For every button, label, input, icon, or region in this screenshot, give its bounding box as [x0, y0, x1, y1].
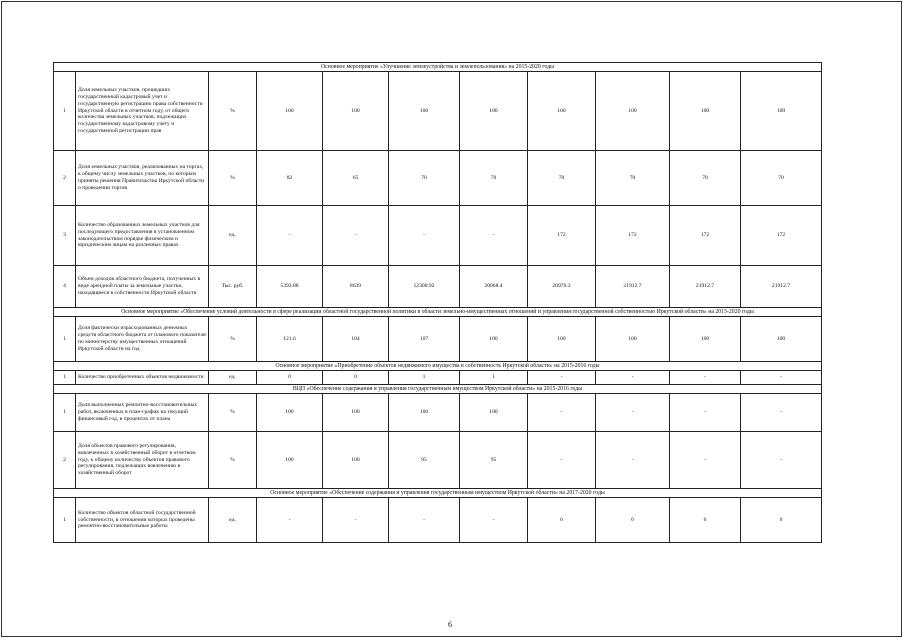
value-cell: 107: [389, 317, 460, 362]
value-cell: 100: [528, 72, 596, 151]
value-cell: 100: [389, 72, 460, 151]
unit-cell: Тыс. руб.: [209, 266, 257, 308]
value-cell: 0: [323, 371, 389, 385]
row-number: 1: [54, 371, 76, 385]
indicator-name: Доля объектов правового регулирования, вовлеченных в хозяйственный оборот в отчетном году, к общему количеству объектов правового регулирования, подлежащих вовлечению в хозяйственный оборот: [76, 432, 209, 489]
value-cell: -: [460, 498, 528, 543]
value-cell: 65: [323, 151, 389, 206]
row-number: 2: [54, 151, 76, 206]
value-cell: 100: [670, 317, 741, 362]
unit-cell: ед.: [209, 498, 257, 543]
table-row: [54, 394, 822, 432]
value-cell: -: [323, 206, 389, 266]
unit-cell: ед.: [209, 371, 257, 385]
value-cell: 172: [528, 206, 596, 266]
table-row: [54, 317, 822, 362]
value-cell: -: [670, 432, 741, 489]
row-number: 1: [54, 317, 76, 362]
value-cell: 82: [257, 151, 323, 206]
table-row: [54, 498, 822, 543]
indicators-table: [53, 62, 822, 543]
value-cell: 100: [257, 72, 323, 151]
value-cell: 172: [596, 206, 670, 266]
value-cell: -: [460, 206, 528, 266]
indicator-name: Доля земельных участков, реализованных на торгах, к общему числу земельных участков, по которым приняты решения Правительства Иркутской области о проведении торгов: [76, 151, 209, 206]
value-cell: 70: [389, 151, 460, 206]
section-header-row: [54, 362, 822, 371]
section-header-row: [54, 63, 822, 72]
section-header-row: [54, 489, 822, 498]
unit-cell: %: [209, 317, 257, 362]
value-cell: 100: [323, 394, 389, 432]
value-cell: 6: [741, 498, 822, 543]
value-cell: -: [741, 394, 822, 432]
value-cell: -: [389, 498, 460, 543]
indicator-name: Объем доходов областного бюджета, полученных в виде арендной платы за земельные участки, находящиеся в собственности Иркутской области: [76, 266, 209, 308]
value-cell: 6: [596, 498, 670, 543]
value-cell: 21912.7: [596, 266, 670, 308]
value-cell: 70: [741, 151, 822, 206]
indicator-name: Доля фактически израсходованных денежных средств областного бюджета от планового показателя по министерству имущественных отношений Иркутской области на год: [76, 317, 209, 362]
value-cell: -: [670, 371, 741, 385]
value-cell: 100: [460, 72, 528, 151]
section-title: Основное мероприятие «Обеспечение содержания и управления государственным имуществом Иркутской области» на 2017-2020 годы: [54, 489, 822, 498]
section-title: Основное мероприятие «Улучшение землеустройства и землепользования» на 2015-2020 годы: [54, 63, 822, 72]
value-cell: 104: [323, 317, 389, 362]
section-header-row: [54, 385, 822, 394]
indicator-name: Доля выполненных ремонтно-восстановительных работ, включенных в план-график на текущий финансовый год, в процентах от плана: [76, 394, 209, 432]
value-cell: 100: [670, 72, 741, 151]
value-cell: 100: [596, 317, 670, 362]
value-cell: -: [528, 371, 596, 385]
section-title: Основное мероприятие «Обеспечение условий деятельности в сфере реализации областной государственной политики в области земельно-имущественных отношений и управления государственной собственностью Иркутской области» на 2015-2020 годы: [54, 308, 822, 317]
value-cell: 100: [257, 432, 323, 489]
value-cell: 100: [257, 394, 323, 432]
row-number: 4: [54, 266, 76, 308]
page-number: 6: [448, 620, 452, 629]
value-cell: 95: [460, 432, 528, 489]
value-cell: 100: [460, 394, 528, 432]
value-cell: 100: [596, 72, 670, 151]
value-cell: 6: [528, 498, 596, 543]
value-cell: -: [257, 498, 323, 543]
value-cell: 6: [670, 498, 741, 543]
value-cell: -: [323, 498, 389, 543]
table-row: [54, 72, 822, 151]
table-row: [54, 266, 822, 308]
value-cell: -: [741, 432, 822, 489]
indicator-name: Количество приобретенных объектов недвижимости: [76, 371, 209, 385]
value-cell: 12308.92: [389, 266, 460, 308]
value-cell: -: [596, 432, 670, 489]
value-cell: 100: [323, 72, 389, 151]
table-row: [54, 206, 822, 266]
value-cell: -: [596, 371, 670, 385]
section-header-row: [54, 308, 822, 317]
section-title: Основное мероприятие «Приобретение объектов недвижимого имущества в собственность Иркутской области» на 2015-2016 годы: [54, 362, 822, 371]
section-title: ВЦП «Обеспечение содержания и управления государственным имуществом Иркутской области» на 2015-2016 годы: [54, 385, 822, 394]
value-cell: 70: [528, 151, 596, 206]
table-row: [54, 151, 822, 206]
value-cell: 1: [389, 371, 460, 385]
indicator-name: Количество образованных земельных участков для последующего предоставления в установленном законодательством порядке физическим и юридическим лицам на различных правах: [76, 206, 209, 266]
value-cell: -: [389, 206, 460, 266]
unit-cell: %: [209, 432, 257, 489]
value-cell: 100: [528, 317, 596, 362]
row-number: 2: [54, 432, 76, 489]
unit-cell: %: [209, 72, 257, 151]
value-cell: 70: [460, 151, 528, 206]
value-cell: -: [528, 394, 596, 432]
value-cell: 172: [741, 206, 822, 266]
value-cell: 0: [257, 371, 323, 385]
unit-cell: %: [209, 151, 257, 206]
value-cell: -: [596, 394, 670, 432]
value-cell: 121.6: [257, 317, 323, 362]
value-cell: 8639: [323, 266, 389, 308]
value-cell: 100: [323, 432, 389, 489]
value-cell: 70: [670, 151, 741, 206]
value-cell: 21912.7: [741, 266, 822, 308]
indicator-name: Количество объектов областной государственной собственности, в отношении которых проведены ремонтно-восстановительные работы: [76, 498, 209, 543]
value-cell: 100: [460, 317, 528, 362]
unit-cell: %: [209, 394, 257, 432]
value-cell: 1: [460, 371, 528, 385]
value-cell: -: [741, 371, 822, 385]
value-cell: 20068.4: [460, 266, 528, 308]
row-number: 1: [54, 394, 76, 432]
value-cell: 20970.3: [528, 266, 596, 308]
value-cell: 100: [741, 72, 822, 151]
row-number: 1: [54, 498, 76, 543]
value-cell: 70: [596, 151, 670, 206]
unit-cell: ед.: [209, 206, 257, 266]
value-cell: -: [670, 394, 741, 432]
value-cell: -: [257, 206, 323, 266]
value-cell: 5393.88: [257, 266, 323, 308]
row-number: 1: [54, 72, 76, 151]
table-row: [54, 432, 822, 489]
value-cell: 100: [389, 394, 460, 432]
indicator-name: Доля земельных участков, прошедших государственный кадастровый учет и государственную регистрацию права собственности Иркутской области в отчетном году, от общего количества земельных участков, подлежащих государственному кадастровому учету и государственной регистрации прав: [76, 72, 209, 151]
value-cell: 95: [389, 432, 460, 489]
table-row: [54, 371, 822, 385]
value-cell: -: [528, 432, 596, 489]
value-cell: 100: [741, 317, 822, 362]
value-cell: 172: [670, 206, 741, 266]
value-cell: 21912.7: [670, 266, 741, 308]
row-number: 3: [54, 206, 76, 266]
